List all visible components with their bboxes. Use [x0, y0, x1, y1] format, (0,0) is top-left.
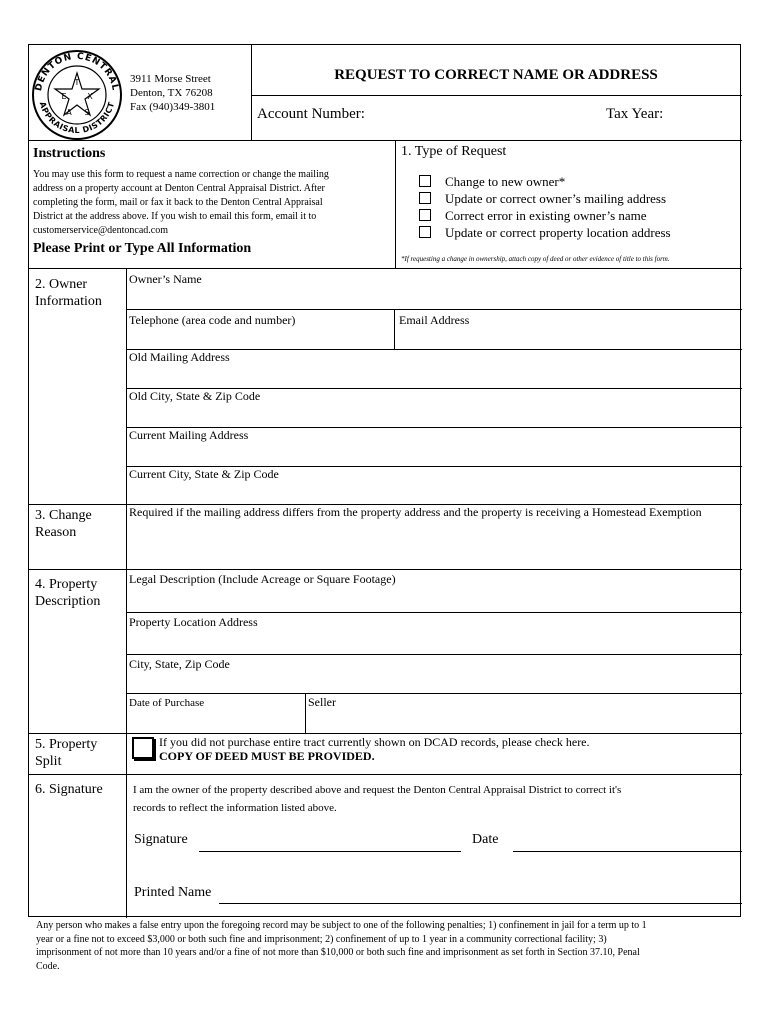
split-text: If you did not purchase entire tract currently shown on DCAD records, please check here.	[159, 735, 590, 749]
legal-description-label: Legal Description (Include Acreage or Square Footage)	[129, 572, 396, 586]
print-notice: Please Print or Type All Information	[33, 241, 252, 256]
mailing-address-checkbox[interactable]	[419, 192, 431, 204]
current-mailing-address-label: Current Mailing Address	[129, 428, 249, 442]
svg-text:T: T	[74, 78, 80, 87]
deed-required-notice: COPY OF DEED MUST BE PROVIDED.	[159, 749, 375, 763]
instructions-line: address on a property account at Denton Central Appraisal District. After	[33, 183, 325, 194]
address-street: 3911 Morse Street	[130, 73, 211, 85]
telephone-field[interactable]	[127, 310, 393, 349]
signature-statement: I am the owner of the property described above and request the Denton Central Appraisal District to correct it's records to reflect the information listed above.	[133, 784, 622, 814]
split-section-heading: 5. Property Split	[35, 737, 98, 769]
property-location-label: Property Location Address	[129, 615, 258, 629]
old-city-field[interactable]	[127, 389, 741, 427]
svg-text:X: X	[87, 92, 93, 101]
change-reason-field[interactable]	[127, 505, 741, 569]
svg-text:E: E	[61, 92, 67, 101]
correct-name-checkbox[interactable]	[419, 209, 431, 221]
instructions-line: District at the address above. If you wish to email this form, email it to	[33, 211, 317, 222]
date-line[interactable]	[513, 851, 742, 852]
property-city-field[interactable]	[127, 655, 741, 693]
dcad-seal-logo	[31, 49, 123, 141]
instructions-heading: Instructions	[33, 146, 106, 161]
form-title: REQUEST TO CORRECT NAME OR ADDRESS	[334, 67, 658, 83]
owner-name-field[interactable]	[127, 269, 741, 309]
instructions-email: customerservice@dentoncad.com	[33, 225, 168, 236]
current-city-field[interactable]	[127, 467, 741, 504]
district-address	[130, 72, 215, 114]
correct-name-label: Correct error in existing owner’s name	[445, 208, 647, 223]
printed-name-label: Printed Name	[134, 885, 212, 900]
request-type-heading: 1. Type of Request	[401, 144, 507, 159]
signature-line[interactable]	[199, 851, 461, 852]
property-location-field[interactable]	[127, 613, 741, 654]
penalty-notice: Any person who makes a false entry upon the foregoing record may be subject to one of the following penalties; 1) confinement in jail for a term up to 1 year or a fine not to exceed $3,000 or both such fine and imprisonment; 2) confinement of up to 1 year in a community correctional facility; 3) imprisonment of not more than 10 years and/or a fine of not more than $10,000 or both such fine and imprisonment as set forth in Section 37.10, Penal Code.	[36, 920, 647, 972]
svg-text:APPRAISAL DISTRICT: APPRAISAL DISTRICT	[37, 100, 117, 136]
printed-name-line[interactable]	[219, 903, 742, 904]
svg-text:DENTON CENTRAL: DENTON CENTRAL	[34, 51, 120, 93]
date-of-purchase-label: Date of Purchase	[129, 697, 205, 709]
ownership-footnote: *If requesting a change in ownership, attach copy of deed or other evidence of title to this form.	[401, 255, 670, 263]
old-mailing-address-field[interactable]	[127, 350, 741, 388]
change-owner-checkbox[interactable]	[419, 175, 431, 187]
email-field[interactable]	[395, 310, 741, 349]
property-section-heading: 4. Property Description	[35, 577, 101, 609]
date-label: Date	[472, 832, 499, 847]
property-split-checkbox[interactable]	[132, 737, 154, 759]
seller-field[interactable]	[306, 694, 741, 732]
change-reason-heading: 3. Change Reason	[35, 508, 92, 540]
property-city-label: City, State, Zip Code	[129, 657, 230, 671]
instructions-line: completing the form, mail or fax it back to the Denton Central Appraisal	[33, 197, 323, 208]
seller-label: Seller	[308, 695, 336, 709]
address-fax: Fax (940)349-3801	[130, 101, 216, 113]
current-mailing-address-field[interactable]	[127, 428, 741, 466]
legal-description-field[interactable]	[127, 570, 741, 612]
owner-section-heading: 2. Owner Information	[35, 277, 102, 309]
instructions-line: You may use this form to request a name correction or change the mailing	[33, 169, 329, 180]
request-form	[28, 44, 741, 917]
account-number-field[interactable]	[252, 96, 592, 140]
account-number-label: Account Number:	[257, 106, 365, 122]
svg-text:S: S	[84, 108, 90, 117]
instructions-body	[33, 168, 329, 238]
telephone-label: Telephone (area code and number)	[129, 313, 296, 327]
current-city-label: Current City, State & Zip Code	[129, 467, 279, 481]
old-mailing-address-label: Old Mailing Address	[129, 350, 230, 364]
old-city-label: Old City, State & Zip Code	[129, 389, 261, 403]
address-city: Denton, TX 76208	[130, 87, 213, 99]
change-owner-label: Change to new owner*	[445, 174, 566, 189]
change-reason-note: Required if the mailing address differs from the property address and the property is receiving a Homestead Exemption	[129, 505, 702, 519]
tax-year-label: Tax Year:	[606, 106, 664, 122]
signature-label: Signature	[134, 832, 188, 847]
tax-year-field[interactable]	[592, 96, 740, 140]
date-of-purchase-field[interactable]	[127, 694, 304, 732]
email-label: Email Address	[399, 313, 470, 327]
mailing-address-label: Update or correct owner’s mailing address	[445, 191, 667, 206]
svg-text:A: A	[66, 108, 72, 117]
property-location-label: Update or correct property location address	[445, 225, 671, 240]
property-location-checkbox[interactable]	[419, 226, 431, 238]
signature-section-heading: 6. Signature	[35, 782, 103, 797]
owner-name-label: Owner’s Name	[129, 272, 202, 286]
